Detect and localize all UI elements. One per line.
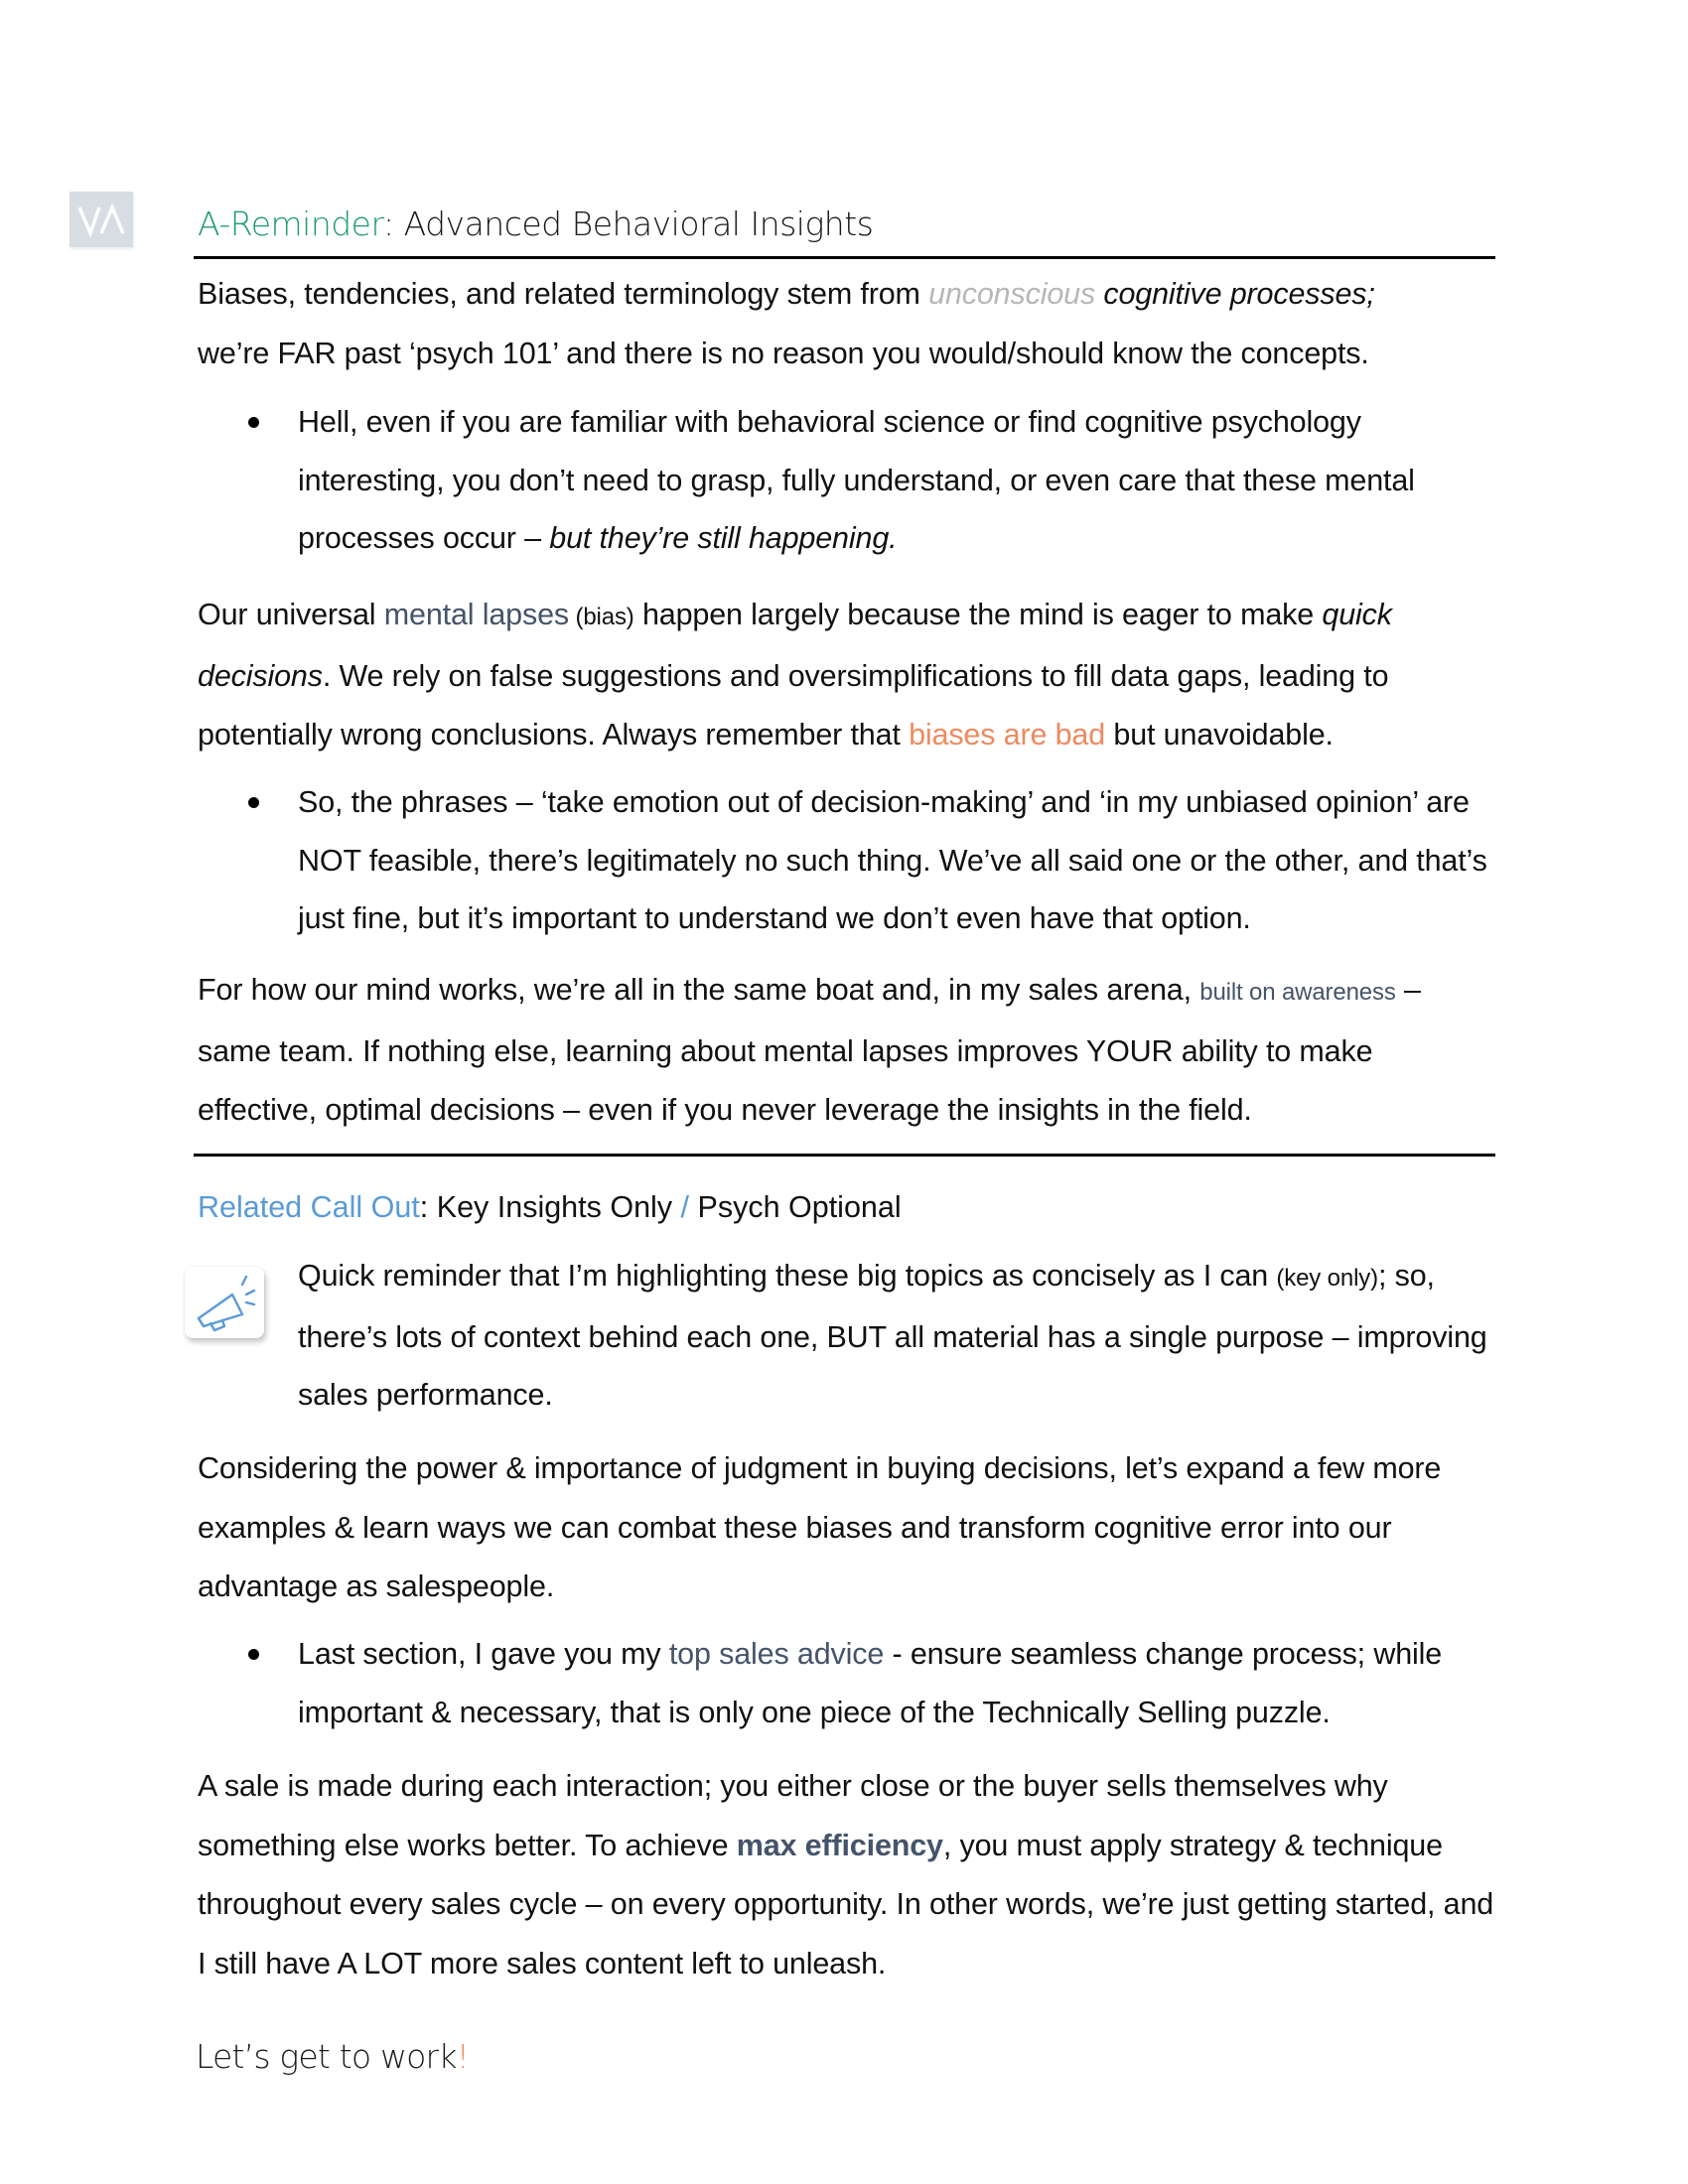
logo bbox=[70, 192, 133, 247]
boat-text: – same team. If nothing else, learning about mental lapses improves YOUR ability to make effective, optimal decisions – even if you never leverage the insights in the field. bbox=[198, 973, 1421, 1127]
bullet-text: Hell, even if you are familiar with behavioral science or find cognitive psychology interesting, you don’t need to grasp, fully understand, or even care that these mental processes occur – bbox=[298, 405, 1415, 555]
sale-paragraph bbox=[198, 1757, 1498, 1993]
callout-body: ; so, there’s lots of context behind each one, BUT all material has a single purpose – improving sales performance. bbox=[298, 1259, 1487, 1412]
callout-title-text: : Key Insights Only bbox=[419, 1190, 681, 1224]
sale-text: A sale is made during each interaction; you either close or the buyer sells themselves why something else works better. To achieve bbox=[198, 1769, 1388, 1862]
callout-title bbox=[198, 1187, 902, 1227]
bullet-text: So, the phrases – ‘take emotion out of decision-making’ and ‘in my unbiased opinion’ are NOT feasible, there’s legitimately no such thing. We’ve all said one or the other, and that’s just fine, but it’s important to understand we don’t even have that option. bbox=[298, 785, 1487, 935]
biases-are-bad-highlight: biases are bad bbox=[909, 718, 1106, 751]
top-sales-advice-highlight: top sales advice bbox=[668, 1637, 885, 1671]
callout-body: Quick reminder that I’m highlighting these big topics as concisely as I can bbox=[298, 1259, 1277, 1293]
lapses-text: Our universal bbox=[198, 598, 384, 631]
callout-label: Related Call Out bbox=[198, 1190, 420, 1224]
unconscious-text: unconscious bbox=[928, 277, 1096, 311]
bullet-item-last-section bbox=[298, 1625, 1499, 1741]
quick-decisions-text: quick decisions bbox=[198, 598, 1392, 693]
considering-text: Considering the power & importance of judgment in buying decisions, let’s expand a few more examples & learn ways we can combat these biases and transform cognitive error into our advantage as salespeople. bbox=[198, 1451, 1442, 1603]
megaphone-icon bbox=[185, 1267, 264, 1338]
bias-note: (bias) bbox=[569, 604, 634, 630]
boat-text: For how our mind works, we’re all in the same boat and, in my sales arena, bbox=[198, 973, 1200, 1007]
bullet-item-phrases bbox=[298, 773, 1499, 948]
sale-text: , you must apply strategy & technique throughout every sales cycle – on every opportunity. In other words, we’re just getting started, and I still have A LOT more sales content left to unleash. bbox=[198, 1828, 1494, 1980]
bullet-item-familiar bbox=[298, 393, 1499, 568]
bullet-text: Last section, I gave you my bbox=[298, 1637, 669, 1671]
callout-text bbox=[298, 1247, 1499, 1425]
max-efficiency-highlight: max efficiency bbox=[736, 1828, 943, 1862]
closing-text: Let’s get to work bbox=[196, 2037, 457, 2076]
bullet-dot bbox=[248, 797, 259, 808]
built-on-awareness-note: built on awareness bbox=[1199, 979, 1396, 1006]
cognitive-processes-text: cognitive processes; bbox=[1095, 277, 1375, 311]
title-accent: A-Reminder bbox=[198, 205, 383, 243]
bullet-text: - ensure seamless change process; while important & necessary, that is only one piece of the Technically Selling puzzle. bbox=[298, 1637, 1443, 1729]
lapses-text: . We rely on false suggestions and oversimplifications to fill data gaps, leading to potentially wrong conclusions. Always remember that bbox=[198, 658, 1389, 751]
bullet-dot bbox=[248, 417, 259, 428]
va-logo-icon bbox=[70, 192, 133, 247]
header-divider bbox=[194, 256, 1495, 259]
considering-paragraph bbox=[198, 1439, 1498, 1617]
closing-line bbox=[196, 2037, 469, 2076]
title-colon: : bbox=[382, 205, 404, 243]
callout-title-text: Psych Optional bbox=[689, 1190, 902, 1224]
mental-lapses-paragraph bbox=[198, 586, 1498, 765]
intro-line-1 bbox=[198, 265, 1498, 325]
bullet-italic: but they’re still happening. bbox=[549, 521, 898, 555]
key-only-note: (key only) bbox=[1276, 1265, 1378, 1292]
mental-lapses-highlight: mental lapses bbox=[383, 598, 569, 631]
bullet-dot bbox=[248, 1649, 259, 1660]
intro-paragraph bbox=[198, 265, 1498, 383]
intro-line-2: we’re FAR past ‘psych 101’ and there is no reason you would/should know the concepts. bbox=[198, 336, 1369, 370]
intro-text: Biases, tendencies, and related terminology stem from bbox=[198, 277, 929, 311]
title-main: Advanced Behavioral Insights bbox=[403, 205, 874, 243]
page-title bbox=[198, 205, 873, 243]
lapses-text: happen largely because the mind is eager to make bbox=[633, 598, 1323, 631]
closing-exclamation: ! bbox=[456, 2037, 470, 2076]
lapses-text: but unavoidable. bbox=[1105, 718, 1334, 751]
same-boat-paragraph bbox=[198, 961, 1498, 1141]
callout-slash: / bbox=[680, 1190, 690, 1224]
section-divider bbox=[194, 1154, 1495, 1157]
